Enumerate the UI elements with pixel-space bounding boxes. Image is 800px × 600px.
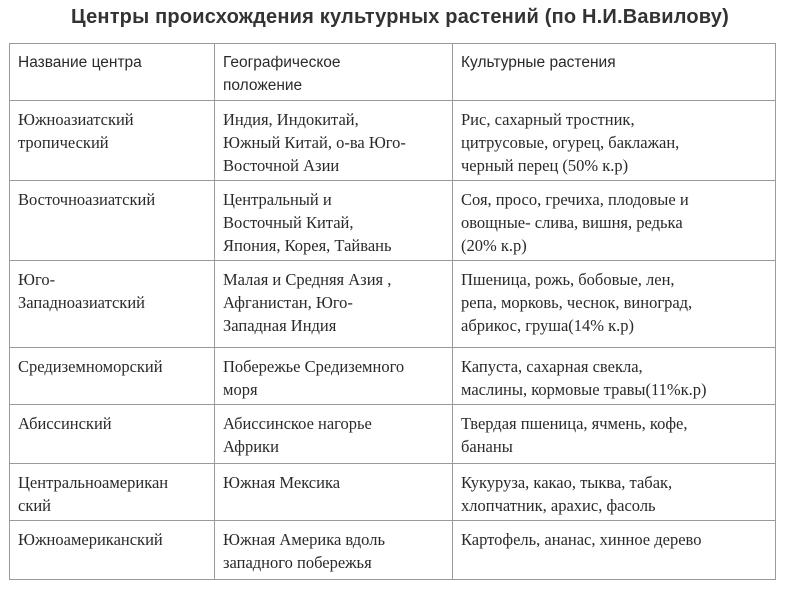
table-header-row: [10, 44, 776, 101]
cell-location: Абиссинское нагорье Африки: [215, 405, 453, 464]
table-row: [10, 101, 776, 181]
cell-plants: Твердая пшеница, ячмень, кофе, бананы: [453, 405, 776, 464]
table-row: [10, 348, 776, 405]
cell-plants: Кукуруза, какао, тыква, табак, хлопчатник, арахис, фасоль: [453, 464, 776, 521]
header-cultivated-plants: Культурные растения: [453, 44, 776, 101]
table-row: [10, 521, 776, 580]
vavilov-centers-table: [9, 43, 776, 580]
table-row: [10, 464, 776, 521]
cell-center-name: Южноамериканский: [10, 521, 215, 580]
cell-plants: Соя, просо, гречиха, плодовые и овощные- слива, вишня, редька (20% к.р): [453, 181, 776, 261]
cell-center-name: Южноазиатский тропический: [10, 101, 215, 181]
cell-center-name: Юго- Западноазиатский: [10, 261, 215, 348]
cell-plants: Рис, сахарный тростник, цитрусовые, огурец, баклажан, черный перец (50% к.р): [453, 101, 776, 181]
cell-plants: Капуста, сахарная свекла, маслины, кормовые травы(11%к.р): [453, 348, 776, 405]
cell-location: Южная Америка вдоль западного побережья: [215, 521, 453, 580]
cell-plants: Картофель, ананас, хинное дерево: [453, 521, 776, 580]
cell-center-name: Абиссинский: [10, 405, 215, 464]
cell-location: Побережье Средиземного моря: [215, 348, 453, 405]
cell-location: Центральный и Восточный Китай, Япония, Корея, Тайвань: [215, 181, 453, 261]
cell-center-name: Центральноамерикан ский: [10, 464, 215, 521]
cell-location: Индия, Индокитай, Южный Китай, о-ва Юго- Восточной Азии: [215, 101, 453, 181]
header-center-name: Название центра: [10, 44, 215, 101]
cell-location: Южная Мексика: [215, 464, 453, 521]
header-geographic-location: Географическое положение: [215, 44, 453, 101]
cell-location: Малая и Средняя Азия , Афганистан, Юго- Западная Индия: [215, 261, 453, 348]
cell-center-name: Средиземноморский: [10, 348, 215, 405]
table-row: [10, 181, 776, 261]
table-row: [10, 405, 776, 464]
table-row: [10, 261, 776, 348]
cell-center-name: Восточноазиатский: [10, 181, 215, 261]
cell-plants: Пшеница, рожь, бобовые, лен, репа, морковь, чеснок, виноград, абрикос, груша(14% к.р): [453, 261, 776, 348]
page-title: Центры происхождения культурных растений (по Н.И.Вавилову): [71, 6, 729, 28]
